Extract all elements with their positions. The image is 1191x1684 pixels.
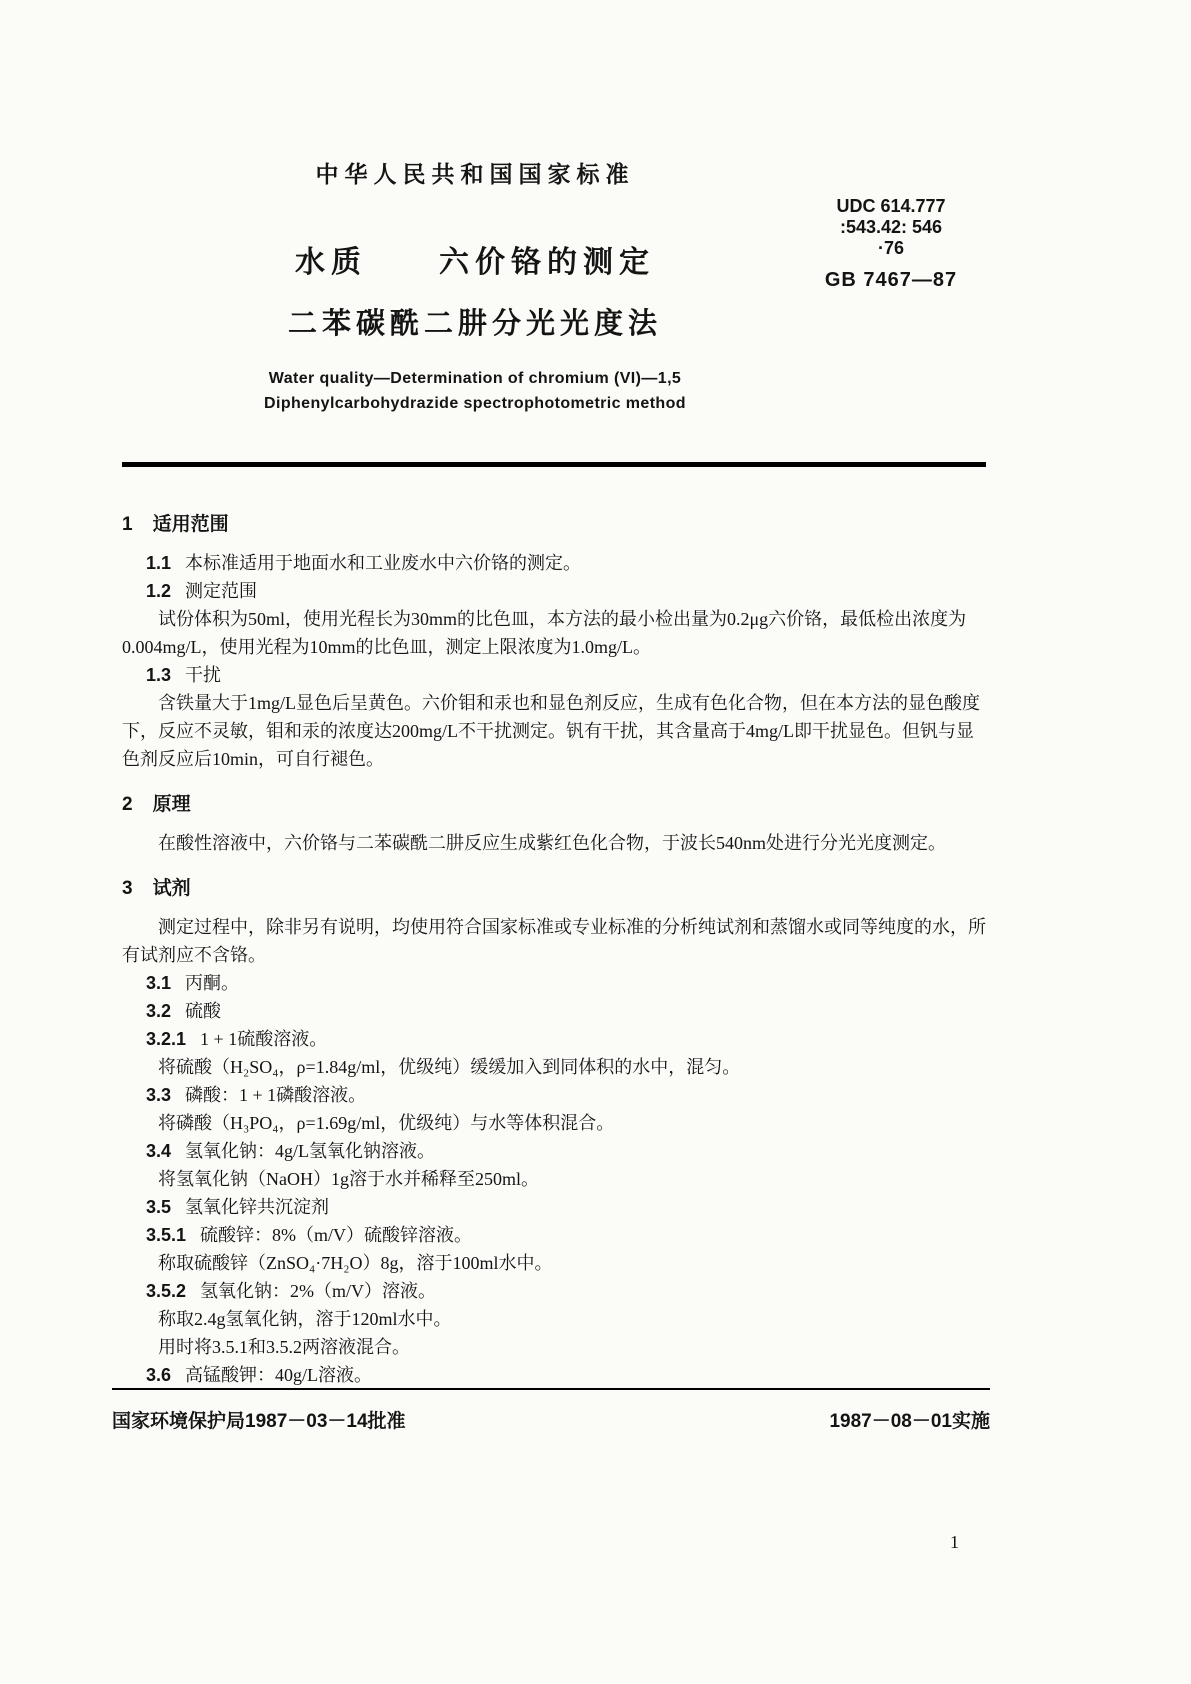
clause-item <box>122 1081 986 1109</box>
title-english-line1: Water quality—Determination of chromium (VI)—1,5 <box>268 370 682 388</box>
paragraph: 在酸性溶液中，六价铬与二苯碳酰二肼反应生成紫红色化合物，于波长540nm处进行分光光度测定。 <box>158 833 946 854</box>
clause-item <box>122 969 986 997</box>
section-heading <box>122 791 986 819</box>
udc-code-line: :543.42: 546 <box>839 217 943 237</box>
clause-number: 3.5 <box>146 1197 172 1218</box>
title-english-line2: Diphenylcarbohydrazide spectrophotometric method <box>264 395 686 413</box>
paragraph: 称取硫酸锌（ZnSO₄·7H₂O）8g，溶于100ml水中。 <box>158 1253 553 1274</box>
clause-item <box>122 577 986 605</box>
clause-text: 高锰酸钾：40g/L溶液。 <box>185 1365 373 1386</box>
clause-number: 3.3 <box>146 1085 172 1106</box>
clause-item <box>122 997 986 1025</box>
clause-text: 氢氧化钠：4g/L氢氧化钠溶液。 <box>185 1141 436 1162</box>
clause-item <box>122 1277 986 1305</box>
clause-item <box>122 1025 986 1053</box>
clause-text: 氢氧化锌共沉淀剂 <box>185 1197 330 1218</box>
clause-text: 测定范围 <box>185 581 258 602</box>
document-body <box>122 511 986 1389</box>
section-heading <box>122 875 986 903</box>
standard-label: 中华人民共和国国家标准 <box>315 161 635 187</box>
classification-codes <box>810 196 972 292</box>
clause-item <box>122 661 986 689</box>
section-number: 2 <box>122 794 133 816</box>
clause-item <box>122 1221 986 1249</box>
paragraph: 用时将3.5.1和3.5.2两溶液混合。 <box>158 1337 410 1358</box>
paragraph: 称取2.4g氢氧化钠，溶于120ml水中。 <box>158 1309 452 1330</box>
implementation-note: 1987－08－01实施 <box>829 1411 990 1432</box>
header-divider <box>122 462 986 467</box>
clause-number: 3.4 <box>146 1141 172 1162</box>
clause-number: 3.5.1 <box>146 1225 187 1246</box>
udc-code-line: ·76 <box>877 238 904 258</box>
udc-code-line: UDC 614.777 <box>836 196 946 216</box>
section-number: 1 <box>122 514 133 536</box>
title-chinese-line2: 二苯碳酰二肼分光光度法 <box>287 308 662 341</box>
paragraph: 将氢氧化钠（NaOH）1g溶于水并稀释至250ml。 <box>158 1169 539 1190</box>
clause-number: 1.1 <box>146 553 172 574</box>
clause-text: 丙酮。 <box>185 973 240 994</box>
clause-number: 1.2 <box>146 581 172 602</box>
content-column <box>122 0 986 1389</box>
standard-number: GB 7467—87 <box>824 269 958 291</box>
footer-row <box>112 1406 990 1433</box>
approval-note: 国家环境保护局1987－03－14批准 <box>112 1411 406 1432</box>
clause-item <box>122 1193 986 1221</box>
paragraph: 试份体积为50ml，使用光程长为30mm的比色皿，本方法的最小检出量为0.2μg六价铬，最低检出浓度为0.004mg/L，使用光程为10mm的比色皿，测定上限浓度为1.0mg/L。 <box>122 609 967 658</box>
title-chinese-line1: 水质 六价铬的测定 <box>295 246 655 279</box>
clause-number: 3.2 <box>146 1001 172 1022</box>
clause-text: 磷酸：1 + 1磷酸溶液。 <box>185 1085 367 1106</box>
paragraph: 含铁量大于1mg/L显色后呈黄色。六价钼和汞也和显色剂反应，生成有色化合物，但在本方法的显色酸度下，反应不灵敏，钼和汞的浓度达200mg/L不干扰测定。钒有干扰，其含量高于4mg/L即干扰显色。但钒与显色剂反应后10min，可自行褪色。 <box>122 693 980 770</box>
paragraph: 将磷酸（H₃PO₄，ρ=1.69g/ml，优级纯）与水等体积混合。 <box>158 1113 615 1134</box>
clause-number: 1.3 <box>146 665 172 686</box>
clause-text: 硫酸 <box>185 1001 222 1022</box>
paragraph: 将硫酸（H₂SO₄，ρ=1.84g/ml，优级纯）缓缓加入到同体积的水中，混匀。 <box>158 1057 741 1078</box>
clause-item <box>122 549 986 577</box>
clause-number: 3.2.1 <box>146 1029 187 1050</box>
clause-text: 本标准适用于地面水和工业废水中六价铬的测定。 <box>185 553 582 574</box>
document-header <box>122 0 986 467</box>
document-footer <box>112 1388 990 1433</box>
clause-number: 3.5.2 <box>146 1281 187 1302</box>
paragraph: 测定过程中，除非另有说明，均使用符合国家标准或专业标准的分析纯试剂和蒸馏水或同等纯度的水，所有试剂应不含铬。 <box>122 917 986 966</box>
clause-item <box>122 1137 986 1165</box>
clause-text: 氢氧化钠：2%（m/V）溶液。 <box>200 1281 437 1302</box>
page-number: 1 <box>950 1532 959 1552</box>
section-heading <box>122 511 986 539</box>
clause-number: 3.6 <box>146 1365 172 1386</box>
section-number: 3 <box>122 878 133 900</box>
clause-text: 1 + 1硫酸溶液。 <box>200 1029 328 1050</box>
section-title: 试剂 <box>152 878 191 900</box>
clause-text: 硫酸锌：8%（m/V）硫酸锌溶液。 <box>200 1225 473 1246</box>
clause-item <box>122 1361 986 1389</box>
clause-text: 干扰 <box>185 665 222 686</box>
section-title: 原理 <box>152 794 191 816</box>
section-title: 适用范围 <box>152 514 229 536</box>
clause-number: 3.1 <box>146 973 172 994</box>
